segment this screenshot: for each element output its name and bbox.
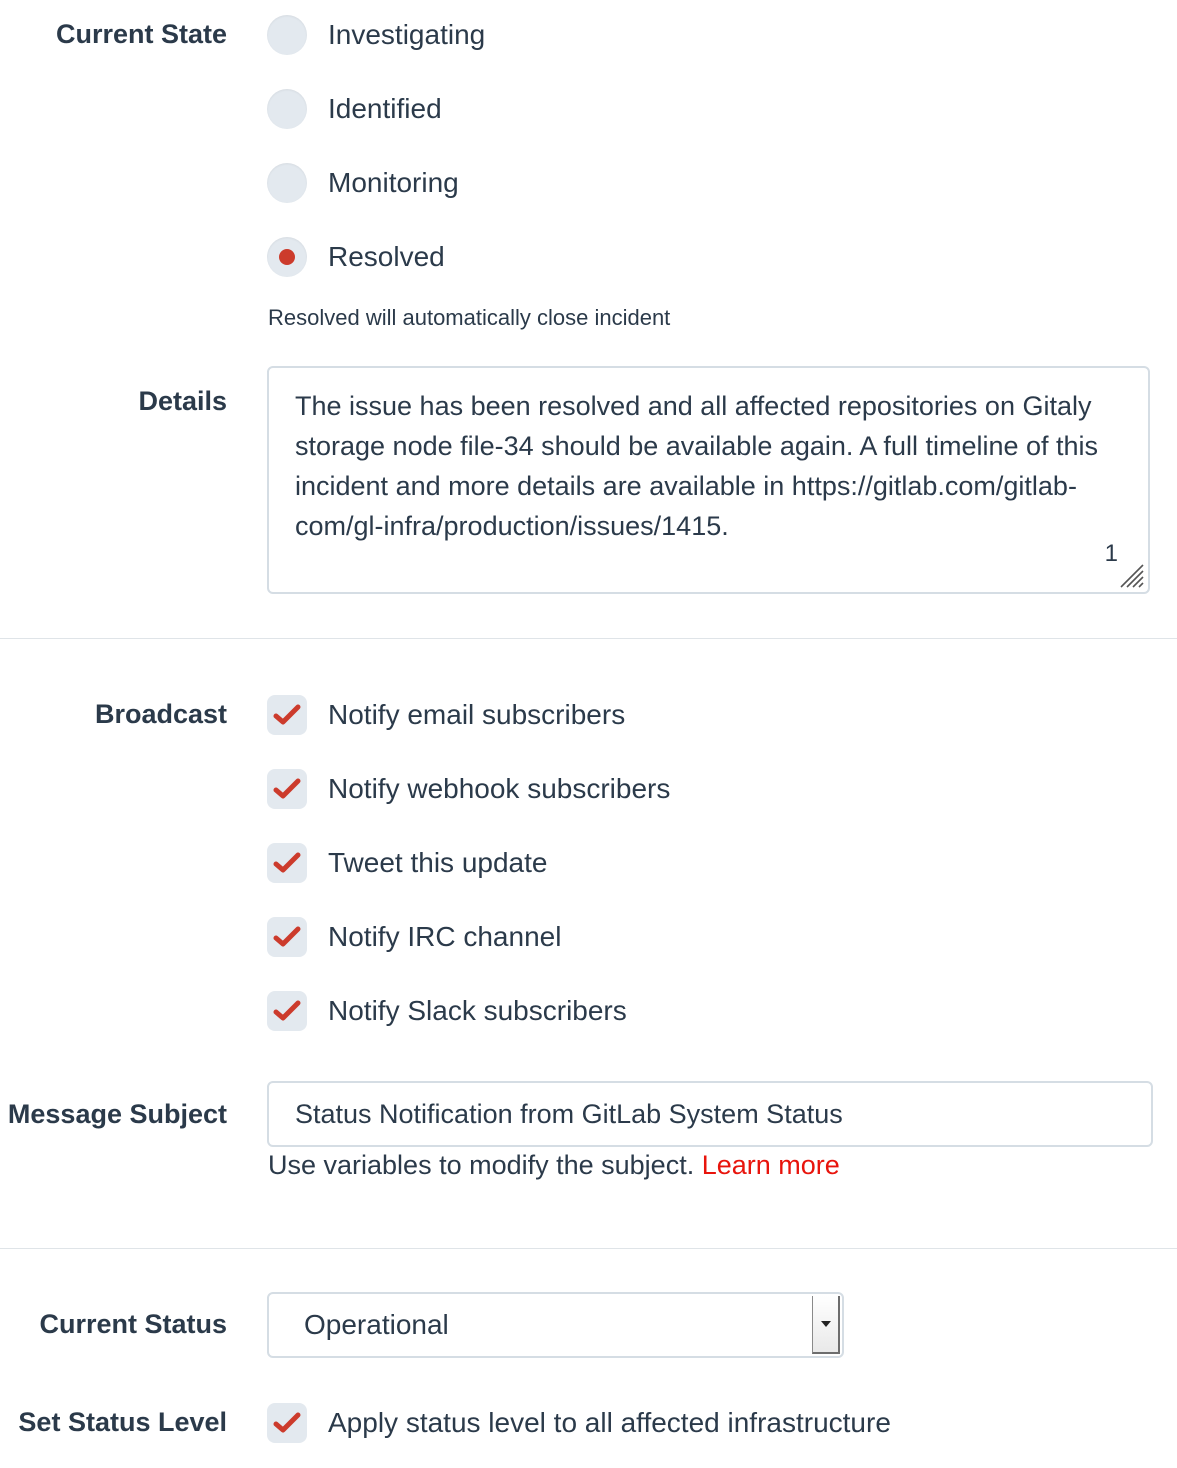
checkbox-slack[interactable]: [267, 991, 307, 1031]
checkmark-icon: [273, 851, 301, 875]
state-option-label: Identified: [328, 93, 442, 124]
checkbox-email[interactable]: [267, 695, 307, 735]
checkmark-icon: [273, 777, 301, 801]
radio-identified[interactable]: [267, 89, 307, 129]
checkbox-tweet[interactable]: [267, 843, 307, 883]
broadcast-option-email[interactable]: [267, 695, 625, 735]
state-option-label: Monitoring: [328, 167, 459, 198]
radio-resolved[interactable]: [267, 237, 307, 277]
subject-help-label: Use variables to modify the subject.: [268, 1150, 695, 1180]
broadcast-option-irc[interactable]: [267, 917, 561, 957]
message-subject-label: Message Subject: [7, 1099, 227, 1129]
details-textarea[interactable]: [267, 366, 1150, 594]
broadcast-option-label: Notify email subscribers: [328, 699, 626, 730]
character-counter: 1: [1104, 540, 1118, 567]
broadcast-option-webhook[interactable]: [267, 769, 670, 809]
checkmark-icon: [273, 999, 301, 1023]
learn-more-link[interactable]: Learn more: [701, 1150, 840, 1180]
broadcast-label: Broadcast: [94, 699, 227, 729]
details-label: Details: [138, 386, 227, 416]
message-subject-input[interactable]: [267, 1081, 1153, 1147]
resize-handle-icon[interactable]: [1117, 561, 1145, 589]
state-option-label: Investigating: [328, 19, 486, 50]
checkmark-icon: [273, 1411, 301, 1435]
status-level-option[interactable]: [267, 1403, 891, 1443]
set-status-level-label: Set Status Level: [18, 1407, 227, 1437]
radio-investigating[interactable]: [267, 15, 307, 55]
checkmark-icon: [273, 703, 301, 727]
radio-monitoring[interactable]: [267, 163, 307, 203]
broadcast-option-label: Notify IRC channel: [328, 921, 562, 952]
state-option-resolved[interactable]: [267, 237, 445, 277]
checkbox-webhook[interactable]: [267, 769, 307, 809]
details-text: The issue has been resolved and all affected repositories on Gitaly storage node file-34 should be available again. A full timeline of this incident and more details are available in https://gitlab.com/gitlab-com/gl-infra/production/issues/1415.: [295, 391, 1099, 541]
checkmark-icon: [273, 925, 301, 949]
broadcast-option-label: Tweet this update: [328, 847, 548, 878]
status-level-option-label: Apply status level to all affected infrastructure: [328, 1407, 891, 1438]
dropdown-arrow-button[interactable]: [812, 1296, 840, 1354]
state-option-label: Resolved: [328, 241, 445, 272]
broadcast-option-label: Notify Slack subscribers: [328, 995, 627, 1026]
broadcast-option-slack[interactable]: [267, 991, 627, 1031]
message-subject-value: Status Notification from GitLab System Status: [295, 1098, 843, 1129]
chevron-down-icon: [821, 1321, 831, 1327]
broadcast-option-label: Notify webhook subscribers: [328, 773, 671, 804]
current-status-value: Operational: [304, 1309, 449, 1340]
broadcast-option-tweet[interactable]: [267, 843, 547, 883]
state-option-monitoring[interactable]: [267, 163, 459, 203]
state-option-identified[interactable]: [267, 89, 442, 129]
section-divider: [0, 1248, 1177, 1249]
resolved-help-text: Resolved will automatically close incident: [268, 305, 671, 330]
current-status-select[interactable]: [267, 1292, 844, 1358]
state-option-investigating[interactable]: [267, 15, 485, 55]
checkbox-irc[interactable]: [267, 917, 307, 957]
subject-help-text: [268, 1150, 840, 1181]
checkbox-apply-status-level[interactable]: [267, 1403, 307, 1443]
section-divider: [0, 638, 1177, 639]
current-state-label: Current State: [55, 19, 227, 49]
current-status-label: Current Status: [39, 1309, 227, 1339]
